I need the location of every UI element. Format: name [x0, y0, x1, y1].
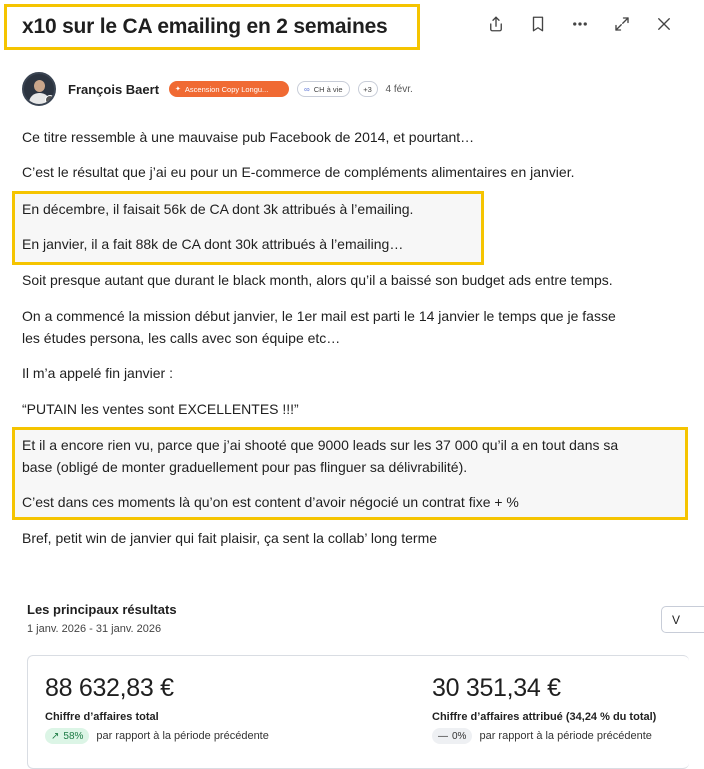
metric-total-revenue [45, 674, 269, 744]
tag-primary-label: Ascension Copy Longu... [184, 84, 269, 94]
trend-note: par rapport à la période précédente [479, 730, 652, 742]
body-paragraph-11: Bref, petit win de janvier qui fait plaisir, ça sent la collab’ long terme [22, 530, 438, 546]
body-paragraph-4: En janvier, il a fait 88k de CA dont 30k attribués à l’emailing… [22, 236, 404, 252]
share-icon[interactable] [484, 12, 508, 36]
post-title: x10 sur le CA emailing en 2 semaines [22, 15, 388, 38]
post-toolbar [484, 12, 676, 36]
metric-attributed-revenue [432, 674, 656, 744]
tag-more[interactable]: +3 [358, 81, 378, 97]
trend-badge [45, 728, 89, 744]
trend-badge [432, 728, 472, 744]
metric-trend [45, 728, 269, 744]
tag-secondary[interactable] [297, 81, 349, 97]
author-row [22, 72, 413, 106]
body-paragraph-3: En décembre, il faisait 56k de CA dont 3k attribués à l’emailing. [22, 201, 414, 217]
trend-value: 58% [63, 730, 84, 742]
metric-trend [432, 728, 656, 744]
avatar[interactable] [22, 72, 56, 106]
body-paragraph-9-line-1: Et il a encore rien vu, parce que j’ai shooté que 9000 leads sur les 37 000 qu’il a en tout dans sa [22, 437, 619, 453]
metric-value: 30 351,34 € [432, 674, 561, 702]
body-paragraph-6-line-1: On a commencé la mission début janvier, le 1er mail est parti le 14 janvier le temps que je fasse [22, 308, 616, 324]
tag-secondary-label: CH à vie [313, 84, 343, 94]
avatar-badge-icon [45, 95, 55, 105]
close-icon[interactable] [652, 12, 676, 36]
trend-up-icon: ↗ [51, 730, 60, 742]
title-highlight-box [4, 4, 420, 50]
bookmark-icon[interactable] [526, 12, 550, 36]
body-paragraph-2: C’est le résultat que j’ai eu pour un E-commerce de compléments alimentaires en janvier. [22, 164, 575, 180]
post-date: 4 févr. [385, 83, 413, 95]
body-paragraph-8: “PUTAIN les ventes sont EXCELLENTES !!!” [22, 401, 299, 417]
body-paragraph-1: Ce titre ressemble à une mauvaise pub Facebook de 2014, et pourtant… [22, 129, 475, 145]
results-title: Les principaux résultats [27, 602, 177, 617]
body-paragraph-10: C’est dans ces moments là qu’on est content d’avoir négocié un contrat fixe + % [22, 494, 519, 510]
metric-label: Chiffre d’affaires total [45, 711, 159, 723]
metric-value: 88 632,83 € [45, 674, 174, 702]
body-paragraph-6-line-2: les études persona, les calls avec son équipe etc… [22, 330, 341, 346]
more-icon[interactable] [568, 12, 592, 36]
body-paragraph-7: Il m’a appelé fin janvier : [22, 365, 173, 381]
view-button[interactable]: V [661, 606, 704, 633]
trend-note: par rapport à la période précédente [96, 730, 269, 742]
tag-primary[interactable] [169, 81, 289, 97]
expand-icon[interactable] [610, 12, 634, 36]
trend-value: 0% [452, 730, 467, 742]
link-icon: ∞ [304, 84, 310, 94]
body-paragraph-5: Soit presque autant que durant le black month, alors qu’il a baissé son budget ads entre temps. [22, 272, 613, 288]
spark-icon: ✦ [175, 86, 181, 93]
results-card [27, 655, 689, 769]
trend-flat-icon: — [438, 730, 448, 742]
results-date-range: 1 janv. 2026 - 31 janv. 2026 [27, 623, 162, 635]
metric-label: Chiffre d’affaires attribué (34,24 % du total) [432, 711, 657, 723]
author-name[interactable]: François Baert [68, 81, 160, 97]
body-paragraph-9-line-2: base (obligé de monter graduellement pour pas flinguer sa délivrabilité). [22, 459, 468, 475]
